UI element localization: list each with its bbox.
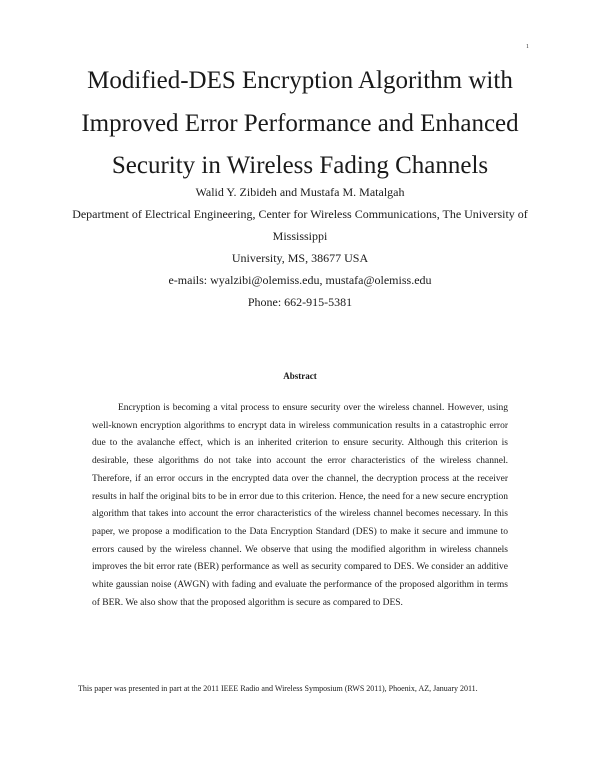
author-address: University, MS, 38677 USA [231,251,369,265]
author-emails: e-mails: wyalzibi@olemiss.edu, mustafa@olemiss.edu [168,273,432,287]
abstract-heading: Abstract [283,371,317,381]
author-names: Walid Y. Zibideh and Mustafa M. Matalgah [195,185,405,199]
affiliation-line-1: Department of Electrical Engineering, Center for Wireless Communications, The University of [72,207,528,221]
author-phone: Phone: 662-915-5381 [247,295,353,309]
paper-title [0,60,600,188]
author-block [0,181,600,313]
title-line-1: Modified-DES Encryption Algorithm with [87,67,513,94]
title-line-2: Improved Error Performance and Enhanced [81,109,519,137]
title-line-3: Security in Wireless Fading Channels [111,152,489,179]
abstract-text: Encryption is becoming a vital process to ensure security over the wireless channel. However, using well-known encryption algorithms to encrypt data in wireless communication results in a catastrophic error due to the avalanche effect, which is an inherited criterion to ensure security. Although this criterion is desirable, these algorithms do not take into account the error characteristics of the wireless channel. Therefore, if an error occurs in the encrypted data over the channel, the decryption process at the receiver results in half the original bits to be in error due to this criterion. Hence, the need for a new secure encryption algorithm that takes into account the error characteristics of the wireless channel becomes necessary. In this paper, we propose a modification to the Data Encryption Standard (DES) to make it secure and immune to errors caused by the wireless channel. We observe that using the modified algorithm in wireless channels improves the bit error rate (BER) performance as well as security compared to DES. We consider an additive white gaussian noise (AWGN) with fading and evaluate the performance of the proposed algorithm in terms of BER. We also show that the proposed algorithm is secure as compared to DES. [92,403,508,608]
page-number: 1 [526,44,529,50]
footnote: This paper was presented in part at the 2011 IEEE Radio and Wireless Symposium (RWS 2011), Phoenix, AZ, January 2011. [78,684,478,693]
affiliation-line-2: Mississippi [272,229,328,243]
